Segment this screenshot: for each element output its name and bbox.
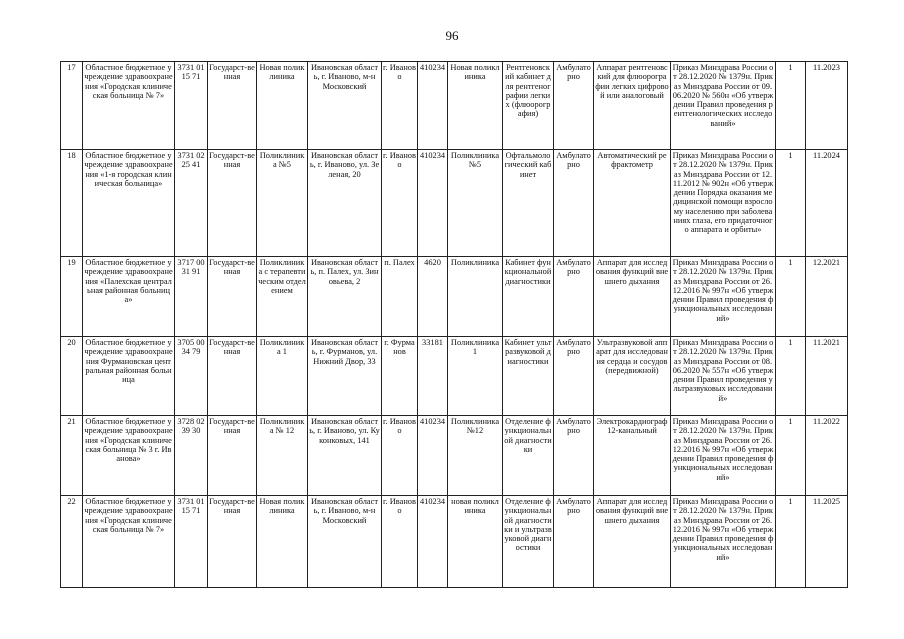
- row-number: 20: [61, 337, 83, 416]
- date-cell: 11.2023: [806, 62, 848, 150]
- quantity-cell: 1: [776, 150, 806, 257]
- table-row: [61, 257, 848, 337]
- row-number: 18: [61, 150, 83, 257]
- order-cell: Приказ Минздрава России от 28.12.2020 № 1379н. Приказ Минздрава России от 08.06.2020 № 557н «Об утверждении Правил проведения ультразвуковых исследований»: [671, 337, 776, 416]
- ownership-cell: Государст-венная: [208, 62, 257, 150]
- ownership-cell: Государст-венная: [208, 257, 257, 337]
- order-cell: Приказ Минздрава России от 28.12.2020 № 1379н. Приказ Минздрава России от 26.12.2016 № 997н «Об утверждении Правил проведения функциональных исследований»: [671, 416, 776, 496]
- equipment-table: [60, 61, 848, 588]
- address-cell: Ивановская область, г. Иваново, ул. Зеленая, 20: [308, 150, 382, 257]
- order-cell: Приказ Минздрава России от 28.12.2020 № 1379н. Приказ Минздрава России от 12.11.2012 № 902н «Об утверждении Порядка оказания медицинской помощи взрослому населению при заболеваниях глаза, его придаточного аппарата и орбиты»: [671, 150, 776, 257]
- organization-cell: Областное бюджетное учреждение здравоохранения Фурмановская центральная районная больница: [83, 337, 175, 416]
- room-cell: Рентгеновский кабинет для рентгенографии легких (флюорография): [503, 62, 554, 150]
- org-code-cell: 3731 0115 71: [175, 496, 208, 588]
- equipment-cell: Аппарат для исследования функций внешнего дыхания: [594, 257, 671, 337]
- quantity-cell: 1: [776, 62, 806, 150]
- postal-cell: 410234: [418, 416, 448, 496]
- org-code-cell: 3728 0239 30: [175, 416, 208, 496]
- date-cell: 11.2024: [806, 150, 848, 257]
- date-cell: 11.2025: [806, 496, 848, 588]
- table-row: [61, 62, 848, 150]
- room-cell: Кабинет ультразвуковой диагностики: [503, 337, 554, 416]
- address-cell: Ивановская область, п. Палех, ул. Зиновьева, 2: [308, 257, 382, 337]
- subunit-cell: Поликлиника: [448, 257, 503, 337]
- row-number: 21: [61, 416, 83, 496]
- care-type-cell: Амбулаторно: [554, 62, 594, 150]
- row-number: 17: [61, 62, 83, 150]
- equipment-cell: Ультразвуковой аппарат для исследования сердца и сосудов (передвижной): [594, 337, 671, 416]
- order-cell: Приказ Минздрава России от 28.12.2020 № 1379н. Приказ Минздрава России от 09.06.2020 № 560н «Об утверждении Правил проведения рентгенологических исследований»: [671, 62, 776, 150]
- unit-cell: Новая поликлиника: [257, 62, 308, 150]
- table-row: [61, 337, 848, 416]
- postal-cell: 410234: [418, 62, 448, 150]
- organization-cell: Областное бюджетное учреждение здравоохранения «Городская клиническая больница № 7»: [83, 62, 175, 150]
- org-code-cell: 3731 0115 71: [175, 62, 208, 150]
- care-type-cell: Амбулаторно: [554, 337, 594, 416]
- quantity-cell: 1: [776, 416, 806, 496]
- city-cell: г. Иваново: [382, 150, 418, 257]
- city-cell: п. Палех: [382, 257, 418, 337]
- ownership-cell: Государст-венная: [208, 337, 257, 416]
- subunit-cell: новая поликлиника: [448, 496, 503, 588]
- city-cell: г. Фурманов: [382, 337, 418, 416]
- organization-cell: Областное бюджетное учреждение здравоохранения «1-я городская клиническая больница»: [83, 150, 175, 257]
- room-cell: Офтальмологический кабинет: [503, 150, 554, 257]
- unit-cell: Поликлиника 1: [257, 337, 308, 416]
- equipment-cell: Аппарат рентгеновский для флюорографии легких цифровой или аналоговый: [594, 62, 671, 150]
- address-cell: Ивановская область, г. Иваново, м-н Московский: [308, 496, 382, 588]
- unit-cell: Поликлиника № 12: [257, 416, 308, 496]
- ownership-cell: Государст-венная: [208, 416, 257, 496]
- room-cell: Отделение функциональной диагностики и ультразвуковой диагностики: [503, 496, 554, 588]
- org-code-cell: 3717 0031 91: [175, 257, 208, 337]
- room-cell: Отделение функциональной диагностики: [503, 416, 554, 496]
- subunit-cell: Поликлиника 1: [448, 337, 503, 416]
- unit-cell: Новая поликлиника: [257, 496, 308, 588]
- date-cell: 11.2021: [806, 337, 848, 416]
- row-number: 19: [61, 257, 83, 337]
- org-code-cell: 3705 0034 79: [175, 337, 208, 416]
- equipment-cell: Аппарат для исследования функций внешнего дыхания: [594, 496, 671, 588]
- room-cell: Кабинет функциональной диагностики: [503, 257, 554, 337]
- date-cell: 12.2021: [806, 257, 848, 337]
- subunit-cell: Поликлиника №5: [448, 150, 503, 257]
- address-cell: Ивановская область, г. Иваново, м-н Московский: [308, 62, 382, 150]
- subunit-cell: Поликлиника №12: [448, 416, 503, 496]
- organization-cell: Областное бюджетное учреждение здравоохранения «Городская клиническая больница № 7»: [83, 496, 175, 588]
- subunit-cell: Новая поликлиника: [448, 62, 503, 150]
- page-number: 96: [445, 28, 459, 43]
- care-type-cell: Амбулаторно: [554, 416, 594, 496]
- quantity-cell: 1: [776, 496, 806, 588]
- postal-cell: 410234: [418, 150, 448, 257]
- city-cell: г. Иваново: [382, 62, 418, 150]
- care-type-cell: Амбулаторно: [554, 496, 594, 588]
- order-cell: Приказ Минздрава России от 28.12.2020 № 1379н. Приказ Минздрава России от 26.12.2016 № 997н «Об утверждении Правил проведения функциональных исследований»: [671, 257, 776, 337]
- ownership-cell: Государст-венная: [208, 150, 257, 257]
- org-code-cell: 3731 0225 41: [175, 150, 208, 257]
- city-cell: г. Иваново: [382, 416, 418, 496]
- care-type-cell: Амбулаторно: [554, 150, 594, 257]
- date-cell: 11.2022: [806, 416, 848, 496]
- order-cell: Приказ Минздрава России от 28.12.2020 № 1379н. Приказ Минздрава России от 26.12.2016 № 997н «Об утверждении Правил проведения функциональных исследований»: [671, 496, 776, 588]
- care-type-cell: Амбулаторно: [554, 257, 594, 337]
- table-row: [61, 150, 848, 257]
- ownership-cell: Государст-венная: [208, 496, 257, 588]
- unit-cell: Поликлиника №5: [257, 150, 308, 257]
- postal-cell: 4620: [418, 257, 448, 337]
- organization-cell: Областное бюджетное учреждение здравоохранения «Палехская центральная районная больница»: [83, 257, 175, 337]
- unit-cell: Поликлиника с терапевтическим отделением: [257, 257, 308, 337]
- organization-cell: Областное бюджетное учреждение здравоохранения «Городская клиническая больница № 3 г. Иванова»: [83, 416, 175, 496]
- row-number: 22: [61, 496, 83, 588]
- postal-cell: 33181: [418, 337, 448, 416]
- table-row: [61, 496, 848, 588]
- postal-cell: 410234: [418, 496, 448, 588]
- address-cell: Ивановская область, г. Иваново, ул. Куконковых, 141: [308, 416, 382, 496]
- address-cell: Ивановская область, г. Фурманов, ул. Нижний Двор, 33: [308, 337, 382, 416]
- quantity-cell: 1: [776, 337, 806, 416]
- city-cell: г. Иваново: [382, 496, 418, 588]
- equipment-cell: Электрокардиограф 12-канальный: [594, 416, 671, 496]
- table-row: [61, 416, 848, 496]
- quantity-cell: 1: [776, 257, 806, 337]
- equipment-cell: Автоматический рефрактометр: [594, 150, 671, 257]
